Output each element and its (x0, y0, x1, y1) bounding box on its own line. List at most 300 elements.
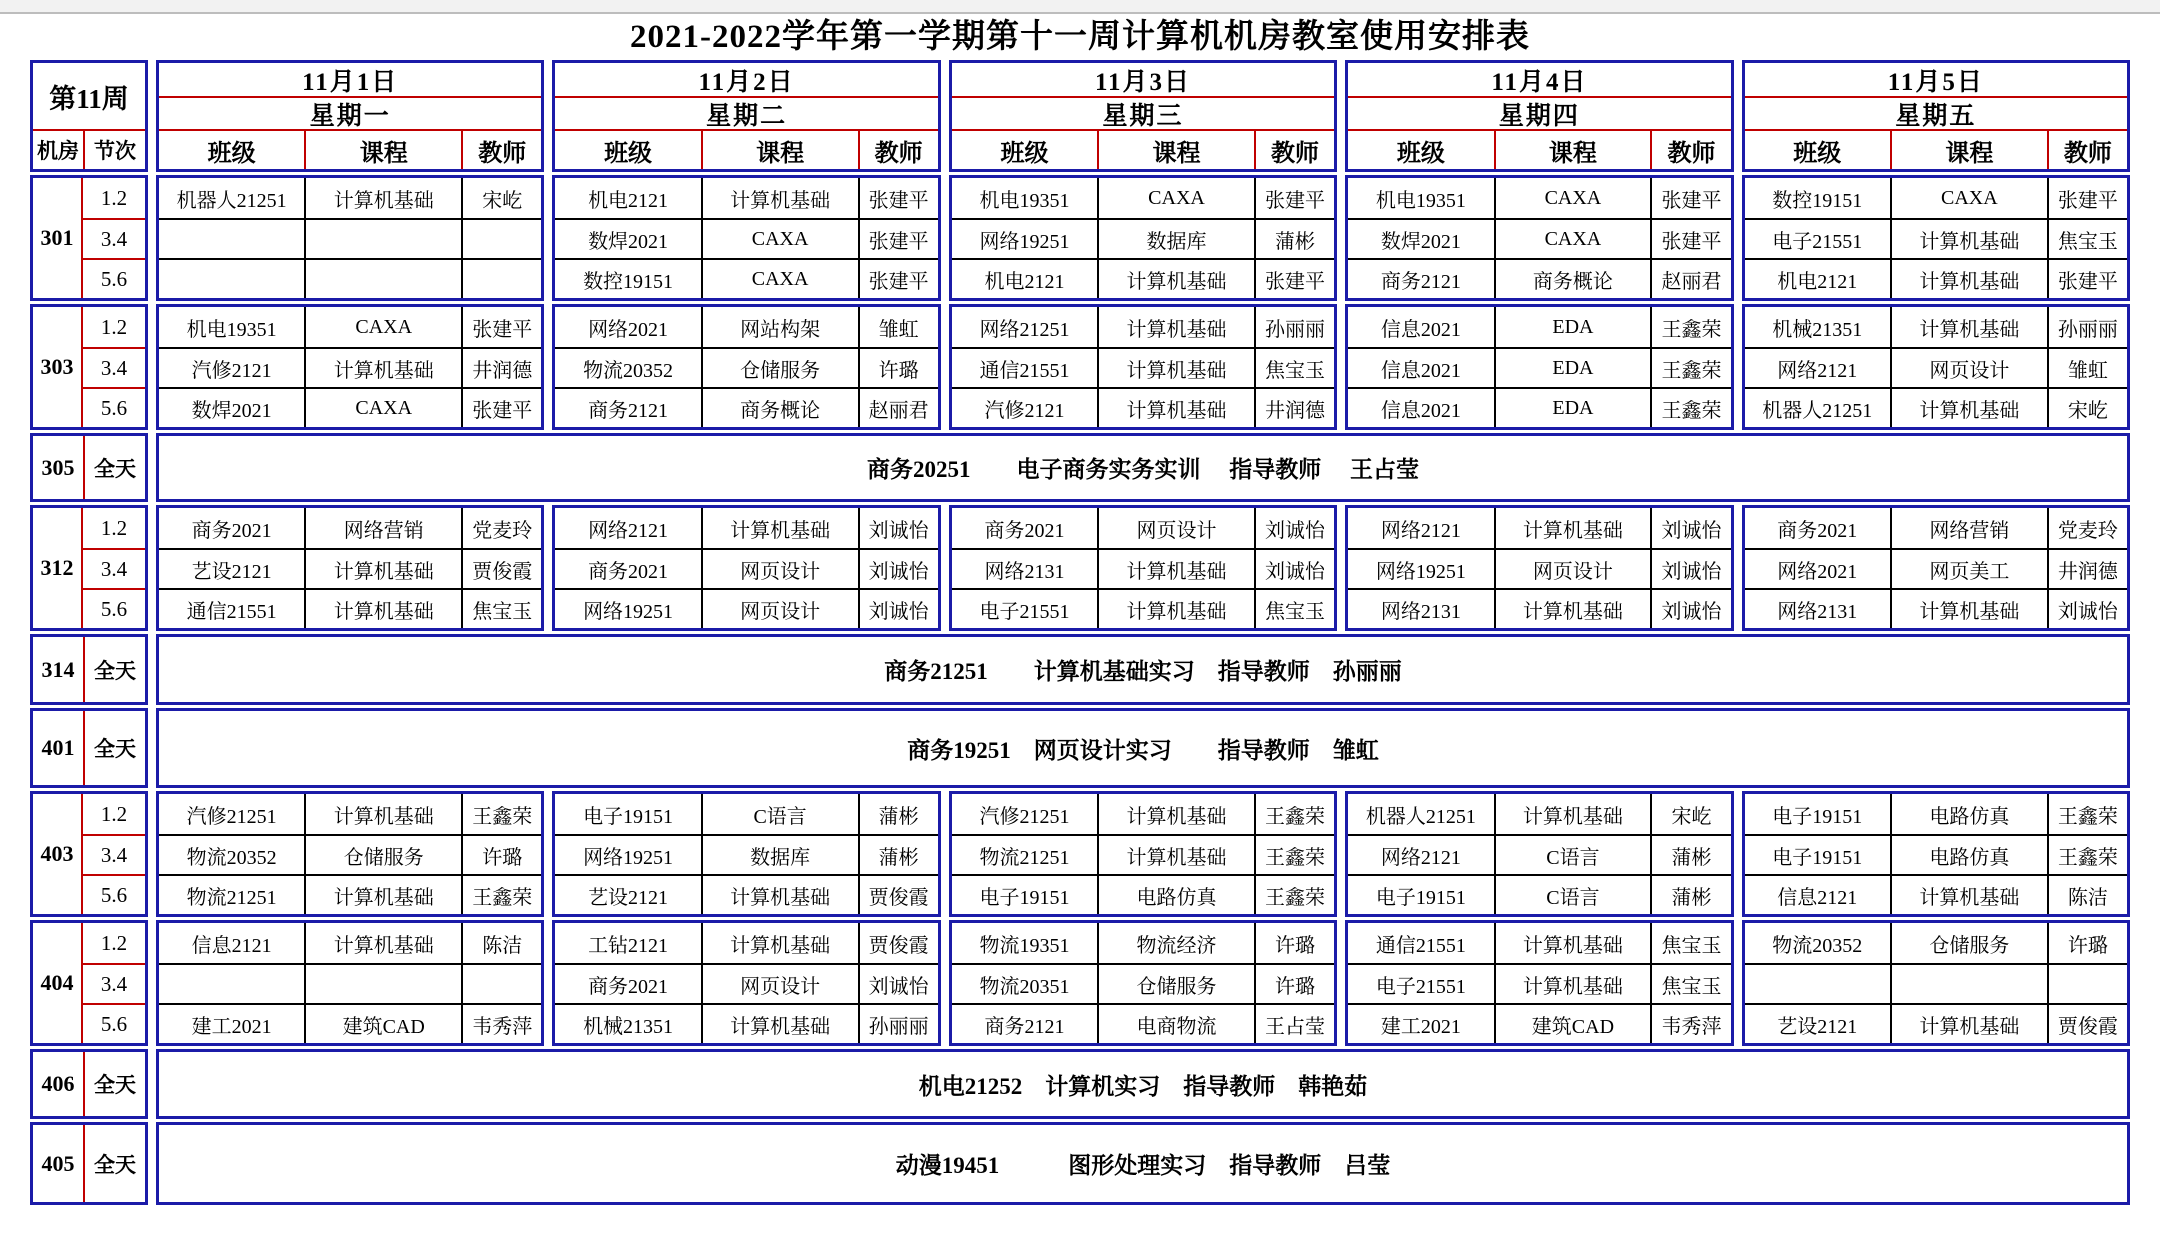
class-cell: 网络2121 (1348, 834, 1493, 874)
teacher-cell: 刘诚怡 (858, 508, 938, 548)
class-cell: 信息2121 (1745, 874, 1890, 914)
teacher-cell: 刘诚怡 (1650, 548, 1730, 588)
day-cells-block (1345, 505, 1733, 631)
teacher-cell: 赵丽君 (1650, 258, 1730, 298)
room-row-group (30, 1049, 2130, 1119)
col-header-teacher: 教师 (2047, 129, 2127, 169)
room-row-group (30, 433, 2130, 502)
room-left-block (30, 505, 148, 631)
class-cell: 物流21251 (159, 874, 304, 914)
room-left-block (30, 791, 148, 917)
class-cell: 网络2131 (1745, 588, 1890, 628)
day-header-block (1345, 60, 1733, 172)
class-cell: 物流20352 (159, 834, 304, 874)
class-cell: 汽修2121 (159, 347, 304, 387)
teacher-cell: 王鑫荣 (1650, 387, 1730, 427)
teacher-cell: 王鑫荣 (1650, 307, 1730, 347)
class-cell: 汽修2121 (952, 387, 1097, 427)
course-cell: 计算机基础 (1494, 508, 1651, 548)
col-header-class: 班级 (1745, 129, 1890, 169)
teacher-cell: 张建平 (1650, 178, 1730, 218)
class-cell (159, 963, 304, 1003)
course-cell: 计算机基础 (701, 923, 858, 963)
teacher-cell: 焦宝玉 (461, 588, 541, 628)
course-cell: 计算机基础 (304, 178, 461, 218)
day-cells-block (1345, 920, 1733, 1046)
course-cell: 计算机基础 (1494, 963, 1651, 1003)
course-cell: CAXA (701, 218, 858, 258)
period-label: 全天 (94, 1152, 136, 1177)
course-cell (1890, 963, 2047, 1003)
class-cell: 建工2021 (1348, 1003, 1493, 1043)
class-cell: 电子19151 (1745, 834, 1890, 874)
class-cell: 电子19151 (583, 805, 674, 828)
col-header-course: 课程 (1890, 129, 2047, 169)
day-cells-block (156, 920, 544, 1046)
class-cell: 数焊2021 (159, 387, 304, 427)
teacher-cell: 王占莹 (1254, 1003, 1334, 1043)
class-cell: 物流20352 (555, 347, 700, 387)
teacher-cell: 张建平 (1254, 258, 1334, 298)
teacher-cell: 张建平 (1254, 178, 1334, 218)
class-cell (159, 218, 304, 258)
day-cells-block (156, 791, 544, 917)
period-label: 5.6 (83, 1003, 145, 1043)
class-cell: 信息2021 (1348, 347, 1493, 387)
teacher-cell: 刘诚怡 (858, 588, 938, 628)
col-header-teacher: 教师 (461, 129, 541, 169)
period-label: 5.6 (83, 874, 145, 914)
period-label: 3.4 (83, 963, 145, 1003)
room-col-header: 机房 (33, 131, 85, 169)
course-cell: 电路仿真 (1890, 834, 2047, 874)
day-cells-block (1742, 175, 2130, 301)
teacher-cell: 刘诚怡 (2047, 588, 2127, 628)
class-cell: 通信21551 (1375, 934, 1466, 957)
class-cell: 网络2121 (588, 519, 669, 542)
period-label: 全天 (94, 1073, 136, 1097)
schedule-table (30, 60, 2130, 1208)
course-cell: 网页设计 (1494, 548, 1651, 588)
course-cell: CAXA (1890, 178, 2047, 218)
room-row-group (30, 708, 2130, 788)
day-cells-block (949, 505, 1337, 631)
course-cell: 计算机基础 (1890, 874, 2047, 914)
teacher-cell: 张建平 (1650, 218, 1730, 258)
teacher-cell: 焦宝玉 (1254, 588, 1334, 628)
course-cell: 计算机基础 (701, 178, 858, 218)
class-cell: 机电2121 (952, 258, 1097, 298)
class-cell: 物流19351 (979, 934, 1070, 957)
course-cell: 网络营销 (304, 508, 461, 548)
class-cell (1745, 963, 1890, 1003)
teacher-cell: 陈洁 (461, 923, 541, 963)
course-cell: 计算机基础 (1890, 1003, 2047, 1043)
teacher-cell: 许璐 (2047, 923, 2127, 963)
period-label: 全天 (94, 737, 136, 761)
course-cell: 计算机基础 (701, 874, 858, 914)
class-cell: 商务2021 (555, 548, 700, 588)
course-cell: 计算机基础 (1097, 258, 1254, 298)
course-cell: 计算机基础 (304, 923, 461, 963)
room-left-block (30, 1122, 148, 1205)
period-label: 1.2 (100, 185, 128, 210)
period-label: 3.4 (83, 834, 145, 874)
teacher-cell: 宋屹 (1650, 794, 1730, 834)
class-cell: 网络19251 (555, 834, 700, 874)
class-cell: 数控19151 (555, 258, 700, 298)
teacher-cell: 王鑫荣 (2047, 834, 2127, 874)
class-cell: 机器人21251 (1365, 805, 1476, 828)
teacher-cell: 刘诚怡 (1254, 508, 1334, 548)
class-cell: 电子19151 (1348, 874, 1493, 914)
class-cell: 机械21351 (1772, 318, 1863, 341)
allday-assignment: 动漫19451 图形处理实习 指导教师 吕莹 (895, 1153, 1391, 1178)
col-header-teacher: 教师 (858, 129, 938, 169)
room-number: 314 (33, 637, 85, 702)
teacher-cell: 孙丽丽 (858, 1003, 938, 1043)
class-cell: 汽修21251 (186, 805, 277, 828)
course-cell: 计算机基础 (1890, 258, 2047, 298)
period-label: 3.4 (83, 218, 145, 258)
class-cell: 工钻2121 (588, 934, 669, 957)
class-cell: 艺设2121 (555, 874, 700, 914)
allday-block (156, 708, 2130, 788)
teacher-cell: 刘诚怡 (1254, 548, 1334, 588)
col-header-class: 班级 (159, 129, 304, 169)
class-cell: 机电2121 (1745, 258, 1890, 298)
class-cell: 信息2121 (191, 934, 272, 957)
col-header-course: 课程 (1494, 129, 1651, 169)
top-strip (0, 0, 2160, 14)
course-cell: 商务概论 (701, 387, 858, 427)
day-cells-block (1742, 791, 2130, 917)
day-date: 11月3日 (1094, 68, 1192, 96)
room-row-group (30, 920, 2130, 1046)
course-cell: 网页美工 (1890, 548, 2047, 588)
course-cell: 计算机基础 (1097, 834, 1254, 874)
course-cell: 仓储服务 (701, 347, 858, 387)
course-cell: EDA (1494, 307, 1651, 347)
teacher-cell: 许璐 (858, 347, 938, 387)
course-cell: 计算机基础 (1097, 588, 1254, 628)
class-cell: 电子19151 (1772, 805, 1863, 828)
day-weekday: 星期二 (555, 96, 937, 129)
class-cell: 商务2021 (191, 519, 272, 542)
teacher-cell: 刘诚怡 (858, 963, 938, 1003)
teacher-cell: 党麦玲 (461, 508, 541, 548)
teacher-cell: 蒲彬 (1650, 874, 1730, 914)
day-header-block (552, 60, 940, 172)
teacher-cell: 井润德 (461, 347, 541, 387)
teacher-cell: 贾俊霞 (2047, 1003, 2127, 1043)
room-left-block (30, 920, 148, 1046)
day-date: 11月1日 (302, 68, 399, 96)
course-cell: EDA (1494, 387, 1651, 427)
teacher-cell: 张建平 (461, 387, 541, 427)
teacher-cell: 王鑫荣 (461, 794, 541, 834)
class-cell: 机电19351 (979, 189, 1070, 212)
class-cell: 机器人21251 (1745, 387, 1890, 427)
day-cells-block (949, 304, 1337, 430)
table-header (30, 60, 2130, 172)
course-cell: CAXA (701, 258, 858, 298)
room-row-group (30, 791, 2130, 917)
class-cell: 网络2021 (588, 318, 669, 341)
course-cell: 计算机基础 (1097, 347, 1254, 387)
day-cells-block (949, 791, 1337, 917)
teacher-cell: 许璐 (1254, 923, 1334, 963)
course-cell (304, 258, 461, 298)
teacher-cell: 焦宝玉 (1650, 923, 1730, 963)
teacher-cell: 许璐 (461, 834, 541, 874)
class-cell: 网络2131 (952, 548, 1097, 588)
period-label: 5.6 (83, 387, 145, 427)
day-cells-block (1742, 304, 2130, 430)
class-cell: 物流20351 (952, 963, 1097, 1003)
teacher-cell (461, 963, 541, 1003)
day-weekday: 星期三 (952, 96, 1334, 129)
allday-assignment: 商务20251 电子商务实务实训 指导教师 王占莹 (867, 457, 1419, 482)
class-cell: 物流20352 (1772, 934, 1863, 957)
allday-block (156, 433, 2130, 502)
day-cells-block (156, 304, 544, 430)
day-header-block (156, 60, 544, 172)
class-cell: 商务2121 (555, 387, 700, 427)
course-cell: 商务概论 (1494, 258, 1651, 298)
course-cell: C语言 (1494, 874, 1651, 914)
teacher-cell: 蒲彬 (1254, 218, 1334, 258)
day-header-block (1742, 60, 2130, 172)
day-cells-block (552, 791, 940, 917)
room-number: 403 (33, 794, 83, 914)
class-cell (159, 258, 304, 298)
class-cell: 网络19251 (555, 588, 700, 628)
class-cell: 网络2121 (1745, 347, 1890, 387)
teacher-cell: 刘诚怡 (1650, 588, 1730, 628)
course-cell: 仓储服务 (1890, 923, 2047, 963)
day-date: 11月5日 (1887, 68, 1984, 96)
course-cell: CAXA (1494, 218, 1651, 258)
teacher-cell: 张建平 (2047, 258, 2127, 298)
teacher-cell: 张建平 (858, 258, 938, 298)
course-cell: 网页设计 (701, 963, 858, 1003)
room-row-group (30, 304, 2130, 430)
period-col-header: 节次 (94, 139, 136, 163)
course-cell: 仓储服务 (304, 834, 461, 874)
room-left-block (30, 634, 148, 705)
day-date: 11月4日 (1491, 68, 1588, 96)
course-cell: 电路仿真 (1890, 794, 2047, 834)
room-number: 312 (33, 508, 83, 628)
header-left-block (30, 60, 148, 172)
teacher-cell: 许璐 (1254, 963, 1334, 1003)
day-cells-block (1345, 175, 1733, 301)
room-left-block (30, 175, 148, 301)
class-cell: 信息2021 (1348, 387, 1493, 427)
class-cell: 信息2021 (1380, 318, 1461, 341)
class-cell: 网络21251 (979, 318, 1070, 341)
class-cell: 数控19151 (1772, 189, 1863, 212)
class-cell: 网络2121 (1380, 519, 1461, 542)
col-header-class: 班级 (952, 129, 1097, 169)
teacher-cell: 蒲彬 (858, 794, 938, 834)
course-cell: 物流经济 (1097, 923, 1254, 963)
course-cell: 计算机基础 (1097, 307, 1254, 347)
teacher-cell: 韦秀萍 (461, 1003, 541, 1043)
course-cell: 计算机基础 (1494, 923, 1651, 963)
course-cell: 建筑CAD (1494, 1003, 1651, 1043)
teacher-cell: 贾俊霞 (858, 874, 938, 914)
teacher-cell: 焦宝玉 (2047, 218, 2127, 258)
class-cell: 物流21251 (952, 834, 1097, 874)
room-number: 401 (33, 711, 85, 785)
teacher-cell: 孙丽丽 (2047, 307, 2127, 347)
class-cell: 机电19351 (1375, 189, 1466, 212)
col-header-class: 班级 (1348, 129, 1493, 169)
day-cells-block (1742, 920, 2130, 1046)
course-cell: 电商物流 (1097, 1003, 1254, 1043)
teacher-cell: 蒲彬 (1650, 834, 1730, 874)
class-cell: 艺设2121 (159, 548, 304, 588)
period-label: 5.6 (83, 258, 145, 298)
period-label: 3.4 (83, 548, 145, 588)
period-label: 5.6 (83, 588, 145, 628)
period-label: 1.2 (100, 930, 128, 955)
table-body (30, 175, 2130, 1205)
course-cell: 网站构架 (701, 307, 858, 347)
course-cell: 仓储服务 (1097, 963, 1254, 1003)
allday-block (156, 1049, 2130, 1119)
course-cell: 计算机基础 (1097, 387, 1254, 427)
teacher-cell: 雏虹 (858, 307, 938, 347)
class-cell: 数焊2021 (555, 218, 700, 258)
course-cell: 电路仿真 (1097, 874, 1254, 914)
class-cell: 机械21351 (555, 1003, 700, 1043)
course-cell: 网页设计 (701, 548, 858, 588)
class-cell: 机电2121 (588, 189, 669, 212)
allday-block (156, 634, 2130, 705)
class-cell: 艺设2121 (1745, 1003, 1890, 1043)
page-title: 2021-2022学年第一学期第十一周计算机机房教室使用安排表 (630, 19, 1530, 55)
period-label: 1.2 (100, 515, 128, 540)
teacher-cell: 张建平 (461, 307, 541, 347)
day-cells-block (949, 920, 1337, 1046)
teacher-cell (461, 218, 541, 258)
class-cell: 商务2121 (1348, 258, 1493, 298)
room-number: 305 (33, 436, 85, 499)
teacher-cell: 王鑫荣 (1254, 874, 1334, 914)
day-cells-block (552, 175, 940, 301)
course-cell: 计算机基础 (1494, 794, 1651, 834)
class-cell: 商务2021 (555, 963, 700, 1003)
day-cells-block (156, 505, 544, 631)
day-cells-block (1345, 791, 1733, 917)
class-cell: 机电19351 (186, 318, 277, 341)
class-cell: 网络2021 (1745, 548, 1890, 588)
teacher-cell: 贾俊霞 (858, 923, 938, 963)
teacher-cell: 张建平 (2047, 178, 2127, 218)
day-header-block (949, 60, 1337, 172)
room-left-block (30, 433, 148, 502)
room-number: 406 (33, 1052, 85, 1116)
course-cell: 网页设计 (1890, 347, 2047, 387)
day-cells-block (552, 505, 940, 631)
class-cell: 数焊2021 (1348, 218, 1493, 258)
course-cell: 网页设计 (701, 588, 858, 628)
room-number: 405 (33, 1125, 85, 1202)
day-weekday: 星期四 (1348, 96, 1730, 129)
course-cell: 计算机基础 (1890, 588, 2047, 628)
course-cell: 建筑CAD (304, 1003, 461, 1043)
course-cell: 数据库 (1097, 218, 1254, 258)
teacher-cell: 蒲彬 (858, 834, 938, 874)
course-cell (304, 963, 461, 1003)
teacher-cell: 党麦玲 (2047, 508, 2127, 548)
period-label: 3.4 (83, 347, 145, 387)
class-cell: 电子21551 (1745, 218, 1890, 258)
day-cells-block (1345, 304, 1733, 430)
teacher-cell (2047, 963, 2127, 1003)
room-row-group (30, 505, 2130, 631)
day-cells-block (552, 304, 940, 430)
teacher-cell: 王鑫荣 (461, 874, 541, 914)
day-date: 11月2日 (698, 68, 795, 96)
course-cell: EDA (1494, 347, 1651, 387)
class-cell: 商务2021 (1777, 519, 1858, 542)
day-weekday: 星期五 (1745, 96, 2127, 129)
period-label: 1.2 (100, 314, 128, 339)
room-row-group (30, 1122, 2130, 1205)
teacher-cell: 刘诚怡 (858, 548, 938, 588)
course-cell: 计算机基础 (701, 508, 858, 548)
course-cell: C语言 (1494, 834, 1651, 874)
teacher-cell: 井润德 (2047, 548, 2127, 588)
teacher-cell: 焦宝玉 (1650, 963, 1730, 1003)
period-label: 全天 (94, 658, 136, 683)
course-cell: CAXA (304, 387, 461, 427)
course-cell: 网页设计 (1097, 508, 1254, 548)
room-number: 404 (33, 923, 83, 1043)
course-cell: CAXA (1494, 178, 1651, 218)
course-cell: 计算机基础 (304, 347, 461, 387)
allday-block (156, 1122, 2130, 1205)
course-cell: 数据库 (701, 834, 858, 874)
day-cells-block (552, 920, 940, 1046)
teacher-cell: 张建平 (858, 218, 938, 258)
course-cell: C语言 (701, 794, 858, 834)
teacher-cell: 宋屹 (2047, 387, 2127, 427)
teacher-cell: 雏虹 (2047, 347, 2127, 387)
course-cell: 计算机基础 (304, 794, 461, 834)
class-cell: 汽修21251 (979, 805, 1070, 828)
course-cell: 计算机基础 (1494, 588, 1651, 628)
teacher-cell: 贾俊霞 (461, 548, 541, 588)
teacher-cell: 刘诚怡 (1650, 508, 1730, 548)
teacher-cell: 焦宝玉 (1254, 347, 1334, 387)
teacher-cell: 陈洁 (2047, 874, 2127, 914)
course-cell: CAXA (304, 307, 461, 347)
room-row-group (30, 634, 2130, 705)
class-cell: 电子21551 (952, 588, 1097, 628)
allday-assignment: 商务21251 计算机基础实习 指导教师 孙丽丽 (884, 659, 1402, 684)
col-header-teacher: 教师 (1254, 129, 1334, 169)
class-cell: 网络19251 (1348, 548, 1493, 588)
course-cell: 计算机基础 (1890, 218, 2047, 258)
day-cells-block (156, 175, 544, 301)
class-cell: 机器人21251 (176, 189, 287, 212)
teacher-cell: 韦秀萍 (1650, 1003, 1730, 1043)
